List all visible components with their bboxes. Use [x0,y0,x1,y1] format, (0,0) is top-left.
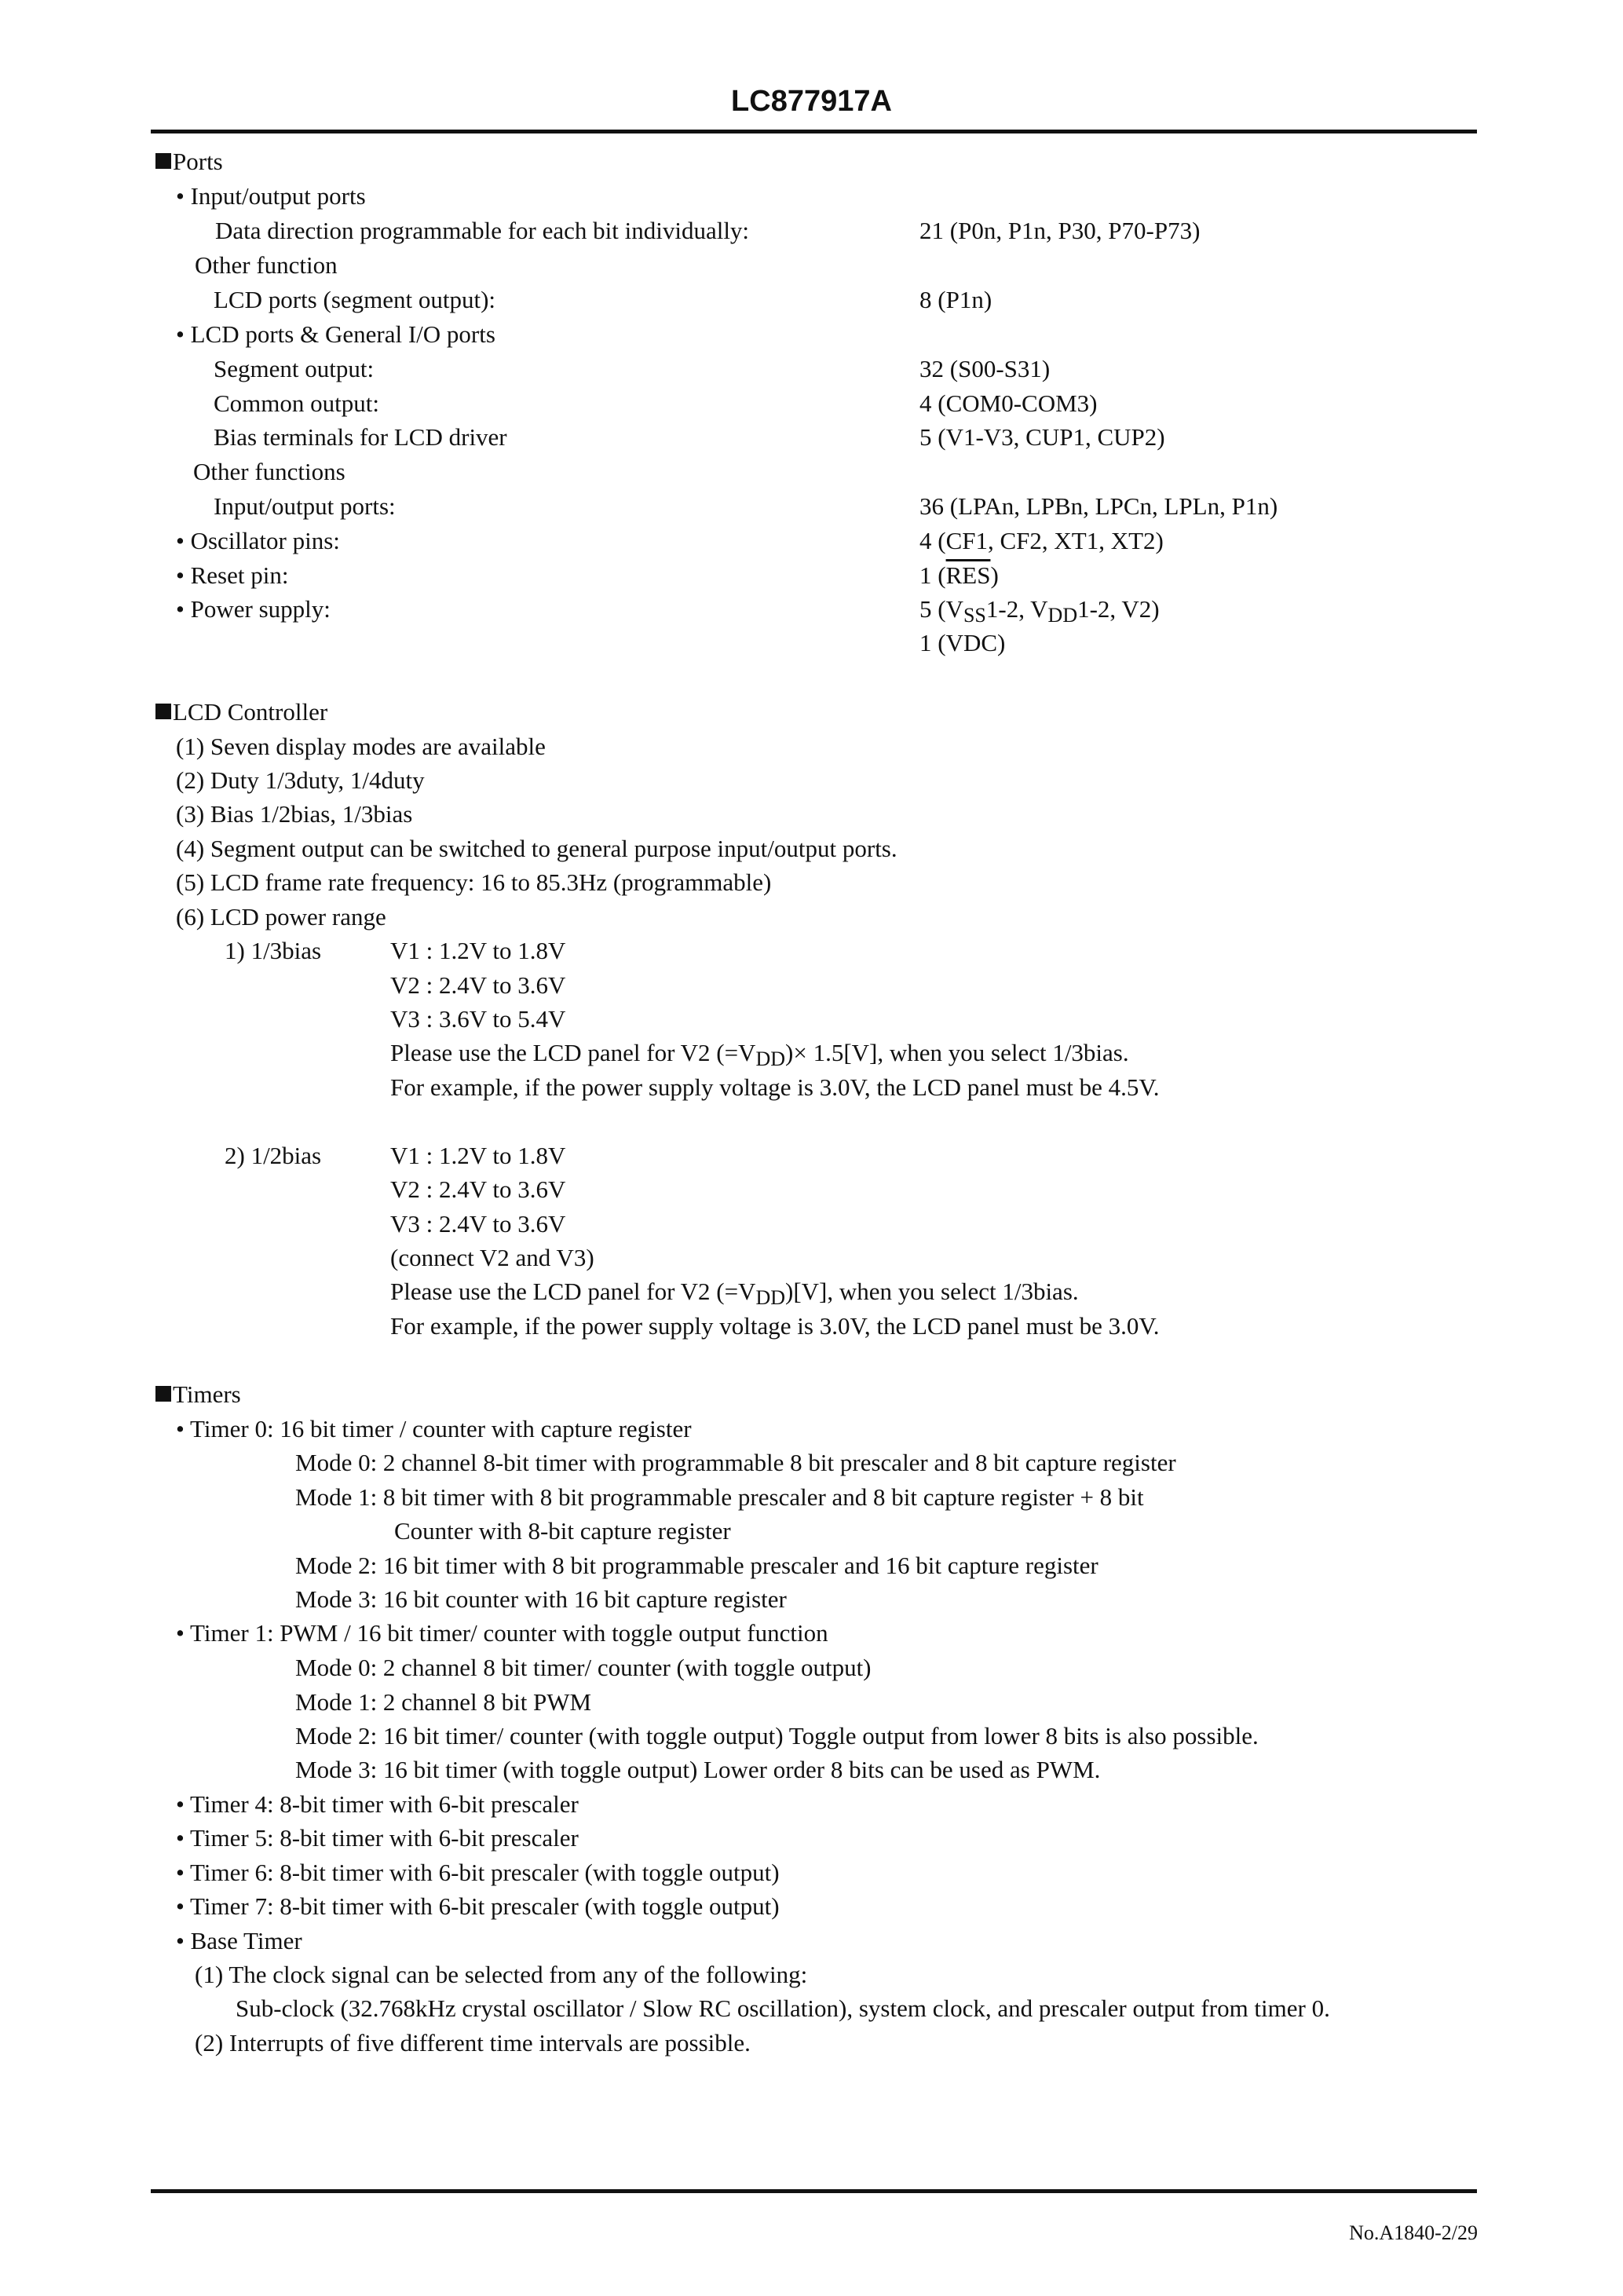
timer5-item: • Timer 5: 8-bit timer with 6-bit prescaler [176,1824,579,1852]
timer0-mode1-cont: Counter with 8-bit capture register [394,1517,731,1545]
lcd-item: (2) Duty 1/3duty, 1/4duty [176,766,425,794]
power-supply-value-2: 1 (VDC) [919,629,1006,656]
power-supply-value: 5 ($V_{SS}1-2$, $V_{DD}1-2$, V2) [919,595,1160,627]
bias-terminals-value: 5 (V1-V3, CUP1, CUP2) [919,423,1165,451]
reset-pin-value: 1 $(\overline{RES})$ [919,561,999,589]
lcd-ports-label: LCD ports (segment output): [214,286,496,313]
other-functions-label: Other functions [193,458,345,485]
bias-half-v3: V3 : 2.4V to 3.6V [390,1210,566,1238]
bias-half-v1: V1 : 1.2V to 1.8V [390,1142,566,1169]
timer1-heading: • Timer 1: PWM / 16 bit timer/ counter with toggle output function [176,1619,828,1647]
bias-half-note: Please use the LCD panel for V2 $(=V_{DD})[V]$, when you select 1/3bias. [390,1278,1079,1309]
reset-pin-label: • Reset pin: [176,561,289,589]
common-output-label: Common output: [214,389,379,417]
power-supply-label: • Power supply: [176,595,331,623]
io-ports-heading: • Input/output ports [176,182,366,210]
square-bullet-icon [155,153,171,169]
bias-third-note: Please use the LCD panel for V2 $(=V_{DD})\times 1.5[V]$, when you select 1/3bias. [390,1039,1129,1070]
timer0-mode3: Mode 3: 16 bit counter with 16 bit capture register [295,1585,787,1613]
document-number: No.A1840-2/29 [1349,2221,1478,2244]
lcd-item: (6) LCD power range [176,903,386,930]
timer1-mode2: Mode 2: 16 bit timer/ counter (with toggle output) Toggle output from lower 8 bits is also possible. [295,1722,1259,1749]
lcd-item: (1) Seven display modes are available [176,733,546,760]
timer0-mode0: Mode 0: 2 channel 8-bit timer with programmable 8 bit prescaler and 8 bit capture register [295,1449,1176,1476]
bias-third-v2: V2 : 2.4V to 3.6V [390,971,566,999]
square-bullet-icon [155,1386,171,1402]
lcd-gio-heading: • LCD ports & General I/O ports [176,320,495,348]
header-rule [151,130,1477,133]
page-title: LC877917A [731,85,892,118]
bias-third-v1: V1 : 1.2V to 1.8V [390,937,566,964]
lcd-item: (3) Bias 1/2bias, 1/3bias [176,800,413,828]
timer1-mode1: Mode 1: 2 channel 8 bit PWM [295,1688,592,1716]
oscillator-pins-label: • Oscillator pins: [176,527,340,554]
segment-output-label: Segment output: [214,355,375,382]
base-timer-item-2: (2) Interrupts of five different time intervals are possible. [195,2029,751,2057]
lcd-item: (5) LCD frame rate frequency: 16 to 85.3Hz (programmable) [176,868,772,896]
timer4-item: • Timer 4: 8-bit timer with 6-bit prescaler [176,1790,579,1818]
oscillator-pins-value: 4 (CF1, CF2, XT1, XT2) [919,527,1164,554]
segment-output-value: 32 (S00-S31) [919,355,1051,382]
base-timer-item-1: (1) The clock signal can be selected from any of the following: [195,1961,808,1988]
io-ports-label: Input/output ports: [214,492,396,520]
bias-third-v3: V3 : 3.6V to 5.4V [390,1005,566,1033]
square-bullet-icon [155,704,171,719]
bias-half-connect: (connect V2 and V3) [390,1244,594,1271]
bias-third-label: 1) 1/3bias [225,937,322,964]
lcd-item: (4) Segment output can be switched to general purpose input/output ports. [176,835,897,862]
bias-half-label: 2) 1/2bias [225,1142,322,1169]
base-timer-item-1-detail: Sub-clock (32.768kHz crystal oscillator / Slow RC oscillation), system clock, and prescaler output from timer 0. [236,1994,1330,2022]
timer0-heading: • Timer 0: 16 bit timer / counter with capture register [176,1415,692,1442]
io-ports-value: 36 (LPAn, LPBn, LPCn, LPLn, P1n) [919,492,1278,520]
timer0-mode1: Mode 1: 8 bit timer with 8 bit programmable prescaler and 8 bit capture register + 8 bit [295,1483,1144,1511]
bias-terminals-label: Bias terminals for LCD driver [214,423,507,451]
timers-heading: Timers [155,1380,241,1409]
timer0-mode2: Mode 2: 16 bit timer with 8 bit programmable prescaler and 16 bit capture register [295,1552,1098,1579]
bias-half-v2: V2 : 2.4V to 3.6V [390,1175,566,1203]
lcd-ports-value: 8 (P1n) [919,286,992,313]
reset-signal: $\overline{RES}$ [945,561,991,589]
common-output-value: 4 (COM0-COM3) [919,389,1098,417]
other-function-label: Other function [195,251,338,279]
lcd-controller-heading: LCD Controller [155,698,327,726]
bias-third-example: For example, if the power supply voltage is 3.0V, the LCD panel must be 4.5V. [390,1073,1160,1101]
timer1-mode3: Mode 3: 16 bit timer (with toggle output) Lower order 8 bits can be used as PWM. [295,1756,1101,1783]
bias-half-example: For example, if the power supply voltage is 3.0V, the LCD panel must be 3.0V. [390,1312,1160,1340]
base-timer-heading: • Base Timer [176,1927,302,1954]
timer1-mode0: Mode 0: 2 channel 8 bit timer/ counter (with toggle output) [295,1654,872,1681]
timer7-item: • Timer 7: 8-bit timer with 6-bit prescaler (with toggle output) [176,1892,780,1920]
io-direction-value: 21 (P0n, P1n, P30, P70-P73) [919,217,1201,244]
timer6-item: • Timer 6: 8-bit timer with 6-bit prescaler (with toggle output) [176,1859,780,1886]
footer-rule [151,2189,1477,2193]
io-direction-label: Data direction programmable for each bit individually: [215,217,750,244]
ports-heading: Ports [155,148,223,176]
